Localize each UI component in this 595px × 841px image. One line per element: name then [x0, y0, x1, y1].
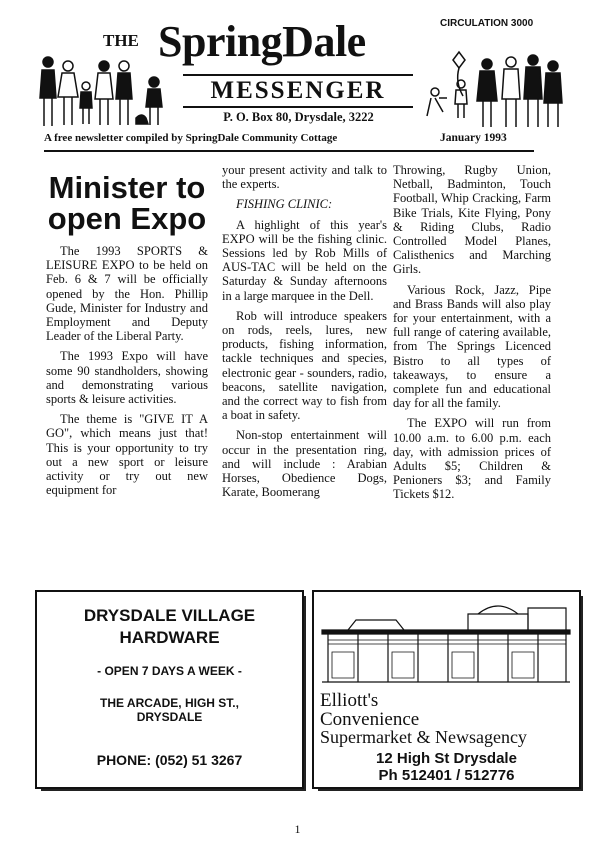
- masthead-the: THE: [103, 31, 139, 50]
- hardware-ad: [35, 590, 304, 789]
- article-paragraph: Various Rock, Jazz, Pipe and Brass Bands will also play for your entertainment, with a full range of catering available, from The Springs Licenced Bistro to all types of takeaways, to ensure a complete fun and educational day for all the family.: [393, 282, 551, 411]
- masthead-tagline: A free newsletter compiled by SpringDale Community Cottage: [44, 132, 338, 144]
- elliotts-ad-name-line1: Elliott's: [320, 690, 379, 711]
- masthead-subtitle: MESSENGER: [183, 74, 413, 108]
- article-paragraph: your present activity and talk to the experts.: [222, 163, 387, 192]
- article-paragraph: The 1993 Expo will have some 90 standholders, showing and demonstrating various sports & leisure activities.: [46, 349, 208, 407]
- elliotts-ad-name-line2: Convenience: [320, 709, 420, 730]
- article-subhead: FISHING CLINIC:: [236, 197, 333, 212]
- article-paragraph: A highlight of this year's EXPO will be the fishing clinic. Sessions led by Rob Mills of AUS-TAC will be held on the Saturday & Sunday afternoons in a large marquee in the Dell.: [222, 217, 387, 303]
- elliotts-ad-phone: Ph 512401 / 512776: [378, 767, 515, 784]
- hardware-ad-hours: - OPEN 7 DAYS A WEEK -: [97, 664, 242, 678]
- article-paragraph: Rob will introduce speakers on rods, reels, lures, new products, fishing information, tackle techniques and species, electronic gear - sounders, radio, beacons, satellite navigation, and the correct way to fish from a boat in safety.: [222, 308, 387, 423]
- family-illustration: [36, 52, 176, 132]
- shopfront-illustration: [318, 596, 573, 686]
- elliotts-ad: [312, 590, 581, 789]
- masthead-rule: [44, 150, 534, 152]
- article-paragraph: Throwing, Rugby Union, Netball, Badminton, Touch Football, Whip Cracking, Farm Bike Trials, Kite Flying, Pony & Riding Clubs, Radio Controlled Model Planes, Calisthenics and Marching Girls.: [393, 163, 551, 277]
- hardware-ad-address-line2: DRYSDALE: [136, 710, 203, 724]
- masthead-title: SpringDale: [158, 17, 366, 66]
- issue-date: January 1993: [440, 132, 507, 144]
- hardware-ad-name-line2: HARDWARE: [119, 628, 220, 647]
- article-paragraph: Non-stop entertainment will occur in the presentation ring, and will include : Arabian Horses, Obedience Dogs, Karate, Boomerang: [222, 428, 387, 500]
- article-column-2: [222, 163, 387, 505]
- article-column-1: [46, 168, 208, 503]
- article-headline: Minister to open Expo: [47, 170, 207, 236]
- hardware-ad-phone: PHONE: (052) 51 3267: [96, 752, 243, 768]
- elliotts-ad-address: 12 High St Drysdale: [376, 750, 517, 767]
- group-illustration: [425, 40, 567, 130]
- circulation: CIRCULATION 3000: [440, 18, 534, 29]
- article-paragraph: The 1993 SPORTS & LEISURE EXPO to be held on Feb. 6 & 7 will be officially opened by the Hon. Phillip Gude, Minister for Industry and Employment and Deputy Leader of the Liberal Party.: [46, 244, 208, 344]
- article-paragraph: The theme is "GIVE IT A GO", which means just that! This is your opportunity to try out a new sport or leisure activity or try out new equipment for: [46, 412, 208, 498]
- page-number: 1: [294, 822, 301, 836]
- article-paragraph: The EXPO will run from 10.00 a.m. to 6.00 p.m. each day, with admission prices of Adults $5; Children & Penioners $3; and Family Tickets $12.: [393, 416, 551, 502]
- article-column-3: [393, 163, 551, 508]
- hardware-ad-address-line1: THE ARCADE, HIGH ST.,: [100, 696, 239, 710]
- masthead-address: P. O. Box 80, Drysdale, 3222: [223, 110, 374, 124]
- hardware-ad-name-line1: DRYSDALE VILLAGE: [83, 606, 256, 625]
- elliotts-ad-name-line3: Supermarket & Newsagency: [320, 727, 527, 747]
